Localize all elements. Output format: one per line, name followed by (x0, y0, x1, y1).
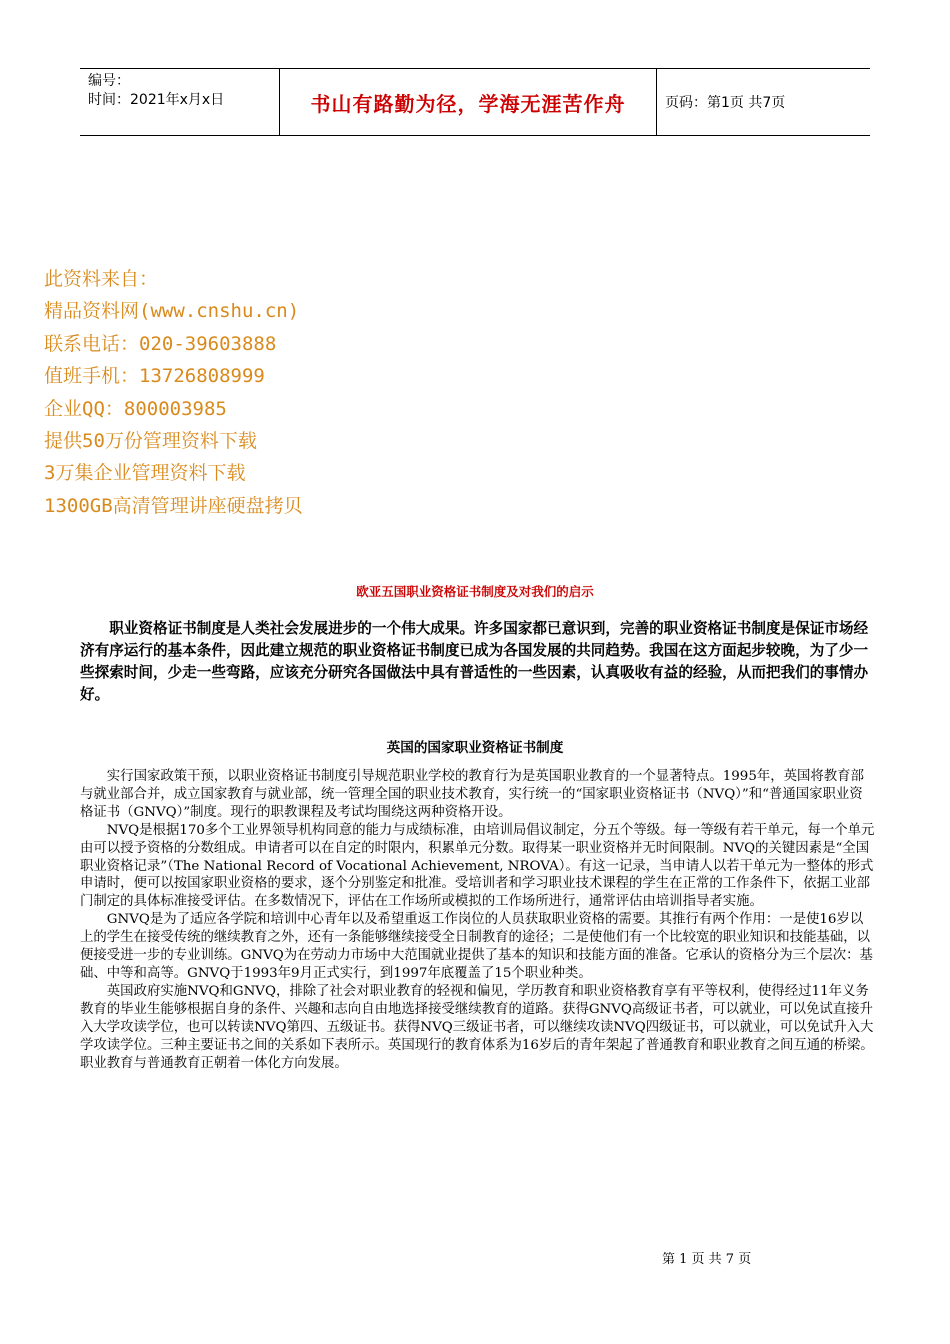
body-paragraph: NVQ是根据170多个工业界领导机构同意的能力与成绩标准，由培训局倡议制定，分五个等级。每一等级有若干单元，每一个单元由可以授予资格的分数组成。申请者可以在自定的时限内，积累单元分数。取得某一职业资格并无时间限制。NVQ的关键因素是“全国职业资格记录”（The National Record of Vocational Achievement, NROVA）。有这一记录，当申请人以若干单元为一整体的形式申请时，便可以按国家职业资格的要求，逐个分别鉴定和批准。受培训者和学习职业技术课程的学生在正常的工作条件下，依据工业部门制定的具体标准接受评估。在多数情况下，评估在工作场所或模拟的工作场所进行，通常评估由培训指导者实施。 (80, 822, 875, 910)
source-line: 提供50万份管理资料下载 (44, 430, 257, 453)
body-paragraph: 英国政府实施NVQ和GNVQ，排除了社会对职业教育的轻视和偏见，学历教育和职业资格教育享有平等权利，使得经过11年义务教育的毕业生能够根据自身的条件、兴趣和志向自由地选择接受继续教育的道路。获得GNVQ高级证书者，可以就业，可以免试直接升入大学攻读学位，也可以转读NVQ第四、五级证书。获得NVQ三级证书者，可以继续攻读NVQ四级证书，可以就业，可以免试升入大学攻读学位。三种主要证书之间的关系如下表所示。英国现行的教育体系为16岁后的青年架起了普通教育和职业教育之间互通的桥梁。职业教育与普通教育正朝着一体化方向发展。 (80, 983, 874, 1071)
document-number: 编号： (88, 73, 130, 89)
source-line: 1300GB高清管理讲座硬盘拷贝 (44, 494, 303, 517)
source-line: 此资料来自： (44, 268, 159, 290)
page-footer: 第 1 页 共 7 页 (662, 1252, 752, 1267)
article-title: 欧亚五国职业资格证书制度及对我们的启示 (356, 584, 594, 599)
source-info (44, 263, 303, 522)
source-line: 值班手机：13726808999 (44, 365, 265, 388)
section-body (80, 768, 876, 1072)
body-paragraph: 实行国家政策干预，以职业资格证书制度引导规范职业学校的教育行为是英国职业教育的一个显著特点。1995年，英国将教育部与就业部合并，成立国家教育与就业部，统一管理全国的职业技术教育，实行统一的“国家职业资格证书（NVQ）”和“普通国家职业资格证书（GNVQ）”制度。现行的职教课程及考试均围绕这两种资格开设。 (80, 769, 864, 820)
body-paragraph: GNVQ是为了适应各学院和培训中心青年以及希望重返工作岗位的人员获取职业资格的需要。其推行有两个作用：一是使16岁以上的学生在接受传统的继续教育之外，还有一条能够继续接受全日制教育的途径；二是使他们有一个比较宽的职业知识和技能基础，以便接受进一步的专业训练。GNVQ为在劳动力市场中大范围就业提供了基本的知识和技能方面的准备。它承认的资格分为三个层次：基础、中等和高等。GNVQ于1993年9月正式实行，到1997年底覆盖了15个职业种类。 (80, 912, 873, 981)
page-header (80, 68, 870, 136)
source-line: 企业QQ：800003985 (44, 397, 227, 420)
source-line: 3万集企业管理资料下载 (44, 462, 246, 485)
document-date: 时间：2021年x月x日 (88, 92, 225, 108)
source-line: 精品资料网(www.cnshu.cn) (44, 300, 300, 323)
source-line: 联系电话：020-39603888 (44, 332, 277, 355)
section-title: 英国的国家职业资格证书制度 (386, 740, 564, 756)
header-motto: 书山有路勤为径，学海无涯苦作舟 (280, 69, 657, 135)
header-page-info: 页码：第1页 共7页 (665, 95, 786, 111)
article-intro: 职业资格证书制度是人类社会发展进步的一个伟大成果。许多国家都已意识到，完善的职业资格证书制度是保证市场经济有序运行的基本条件，因此建立规范的职业资格证书制度已成为各国发展的共同趋势。我国在这方面起步较晚，为了少一些探索时间，少走一些弯路，应该充分研究各国做法中具有普适性的一些因素，认真吸收有益的经验，从而把我们的事情办好。 (80, 620, 869, 703)
header-meta (80, 69, 280, 135)
